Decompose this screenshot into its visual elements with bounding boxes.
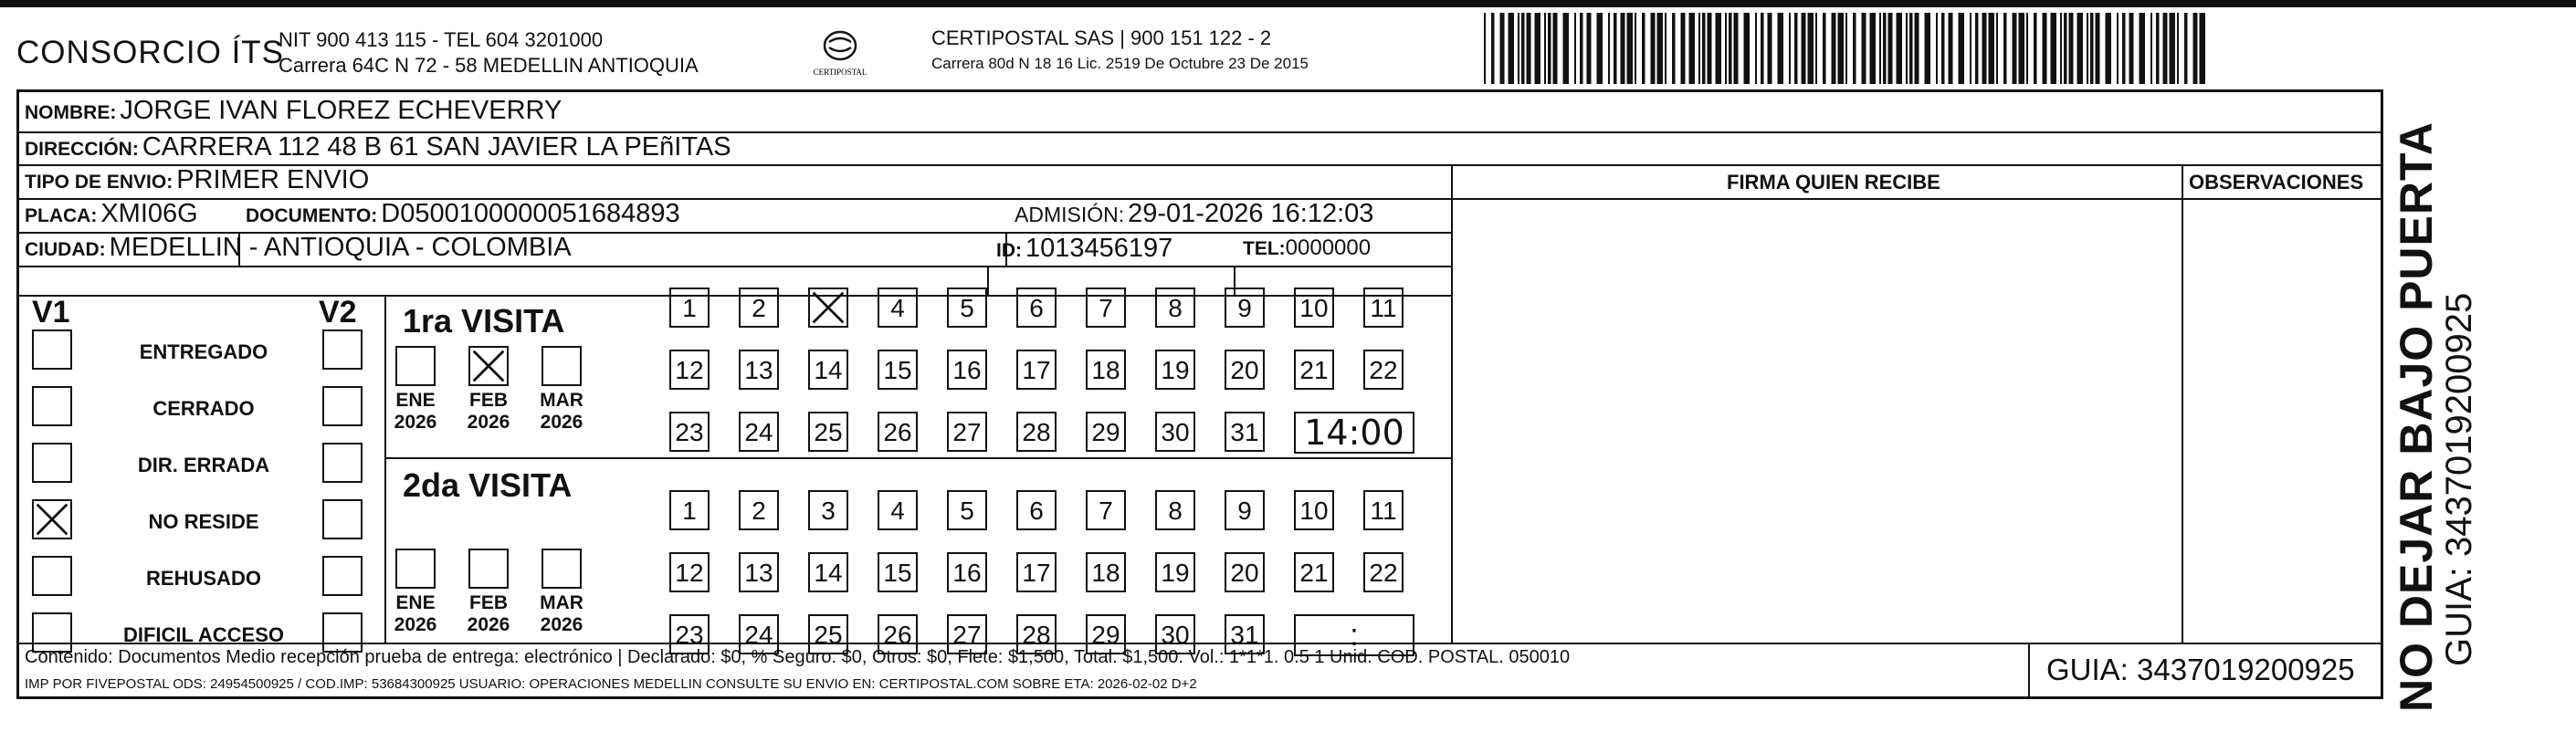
nit-line: NIT 900 413 115 - TEL 604 3201000 [279,28,604,51]
barcode-bar [2106,13,2112,84]
barcode-bar [1838,13,1845,84]
day-box[interactable]: 5 [947,288,987,328]
barcode-bar [1744,13,1751,84]
day-box[interactable]: 7 [1086,490,1126,530]
tipo-envio-value: PRIMER ENVIO [176,165,370,194]
day-box[interactable]: 8 [1155,490,1195,530]
barcode-bar [1734,13,1739,84]
direccion-label: DIRECCIÓN: [25,139,139,160]
barcode-bar [2122,13,2126,84]
barcode-bar [1527,13,1531,84]
barcode-bar [1996,13,1998,84]
id-value: 1013456197 [1025,234,1173,263]
month-checkbox[interactable] [395,346,436,386]
time-field[interactable]: : [1294,614,1414,656]
barcode-bar [1789,13,1791,84]
barcode-bar [1768,13,1772,84]
day-box[interactable]: 3 [808,490,848,530]
placa-label: PLACA: [25,205,98,226]
day-box[interactable]: 29 [1086,412,1126,452]
day-box[interactable]: 9 [1225,288,1265,328]
barcode-bar [1580,13,1583,84]
firma-header: FIRMA QUIEN RECIBE [1727,171,1940,193]
barcode-bar [1574,13,1576,84]
day-box[interactable]: 11 [1363,490,1404,530]
day-box[interactable]: 30 [1155,412,1195,452]
id-field [996,234,1172,264]
barcode-bar [1870,13,1877,84]
nombre-value: JORGE IVAN FLOREZ ECHEVERRY [120,96,563,125]
documento-label: DOCUMENTO: [246,205,378,226]
day-box[interactable]: 4 [878,288,918,328]
barcode-bar [2200,13,2206,84]
barcode-bar [2150,13,2152,84]
barcode-bar [2019,13,2025,84]
barcode-bar [1941,13,1945,84]
day-box[interactable]: 23 [669,412,710,452]
day-box[interactable]: 6 [1016,288,1057,328]
barcode-bar [2184,13,2188,84]
barcode-bar [1802,13,1806,84]
barcode-bar [2069,13,2074,84]
day-box[interactable]: 4 [878,490,918,530]
status-label: NO RESIDE [148,510,259,533]
day-box[interactable]: 23 [669,614,710,654]
barcode-bar [2096,13,2100,84]
day-box[interactable]: 21 [1294,350,1334,390]
barcode-bar [1587,13,1592,84]
nombre-row [25,96,562,126]
direccion-row [25,132,731,162]
barcode-bar [1544,13,1546,84]
barcode-bar [1597,13,1603,84]
barcode-bar [2013,13,2017,84]
barcode-bar [1975,13,1979,84]
month-year: 2026 [467,412,510,433]
barcode-bar [1657,13,1664,84]
month-year: 2026 [394,412,437,433]
admision-field [1015,199,1373,229]
barcode-bar [2043,13,2047,84]
barcode-bar [1982,13,1987,84]
day-box[interactable]: 20 [1225,552,1265,592]
month-label [532,390,591,434]
guia-footer: GUIA: 3437019200925 [2046,653,2355,686]
company-address: Carrera 64C N 72 - 58 MEDELLIN ANTIOQUIA [279,54,699,77]
month-label [532,592,591,636]
tel-label: TEL: [1243,238,1286,259]
id-label: ID: [996,240,1022,261]
no-dejar-warning: NO DEJAR BAJO PUERTA [2391,121,2442,712]
barcode-bar [2034,13,2037,84]
tipo-envio-label: TIPO DE ENVIO: [25,172,173,193]
day-box[interactable]: 14 [808,350,848,390]
placa-field [25,199,198,229]
day-box[interactable]: 6 [1016,490,1057,530]
v2-header: V2 [319,295,357,329]
barcode-bar [1716,13,1722,84]
month-name: ENE [395,592,436,613]
status-label: CERRADO [152,397,255,420]
certipostal-address: Carrera 80d N 18 16 Lic. 2519 De Octubre 23 De 2015 [931,55,1309,72]
v1-checkbox[interactable] [32,386,72,426]
barcode-bar [1879,13,1881,84]
day-box[interactable] [808,288,848,328]
day-box[interactable]: 12 [669,552,710,592]
company-info [279,27,699,78]
day-box[interactable]: 16 [947,350,987,390]
day-box[interactable]: 21 [1294,552,1334,592]
placa-value: XMI06G [100,199,198,228]
day-box[interactable]: 28 [1016,412,1057,452]
day-box[interactable]: 19 [1155,552,1195,592]
month-checkbox[interactable] [541,346,582,386]
barcode-bar [1906,13,1908,84]
day-box[interactable]: 12 [669,350,710,390]
day-box[interactable]: 30 [1155,614,1195,654]
barcode-bar [1808,13,1814,84]
day-box[interactable]: 27 [947,412,987,452]
month-year: 2026 [467,614,510,635]
barcode-bar [1608,13,1610,84]
month-name: FEB [469,390,508,411]
v2-checkbox[interactable] [322,443,363,483]
barcode [1484,13,2205,84]
barcode-bar [1698,13,1700,84]
barcode-bar [1553,13,1558,84]
month-label [459,592,518,636]
day-box[interactable]: 25 [808,614,848,654]
barcode-bar [2170,13,2176,84]
barcode-bar [1563,13,1570,84]
direccion-value: CARRERA 112 48 B 61 SAN JAVIER LA PEñITAS [142,132,731,162]
v1-checkbox[interactable] [32,329,72,370]
day-box[interactable]: 25 [808,412,848,452]
v2-checkbox[interactable] [322,499,363,539]
day-box[interactable]: 2 [739,288,779,328]
barcode-bar [2156,13,2160,84]
barcode-bar [2026,13,2028,84]
day-box[interactable]: 27 [947,614,987,654]
day-box[interactable]: 7 [1086,288,1126,328]
logo-text: CERTIPOSTAL [813,68,867,77]
company-name: CONSORCIO ÍTS [16,35,285,70]
barcode-bar [1925,13,1931,84]
day-box[interactable]: 5 [947,490,987,530]
day-box[interactable]: 31 [1225,412,1265,452]
barcode-bar [1862,13,1866,84]
v1-checkbox[interactable] [32,499,72,539]
barcode-bar [1883,13,1887,84]
barcode-bar [1853,13,1856,84]
barcode-bar [1689,13,1696,84]
v1-checkbox[interactable] [32,443,72,483]
side-label [2392,121,2478,712]
barcode-bar [1845,13,1847,84]
barcode-bar [2051,13,2057,84]
observaciones-header: OBSERVACIONES [2189,171,2364,193]
barcode-bar [2064,13,2067,84]
certipostal-line: CERTIPOSTAL SAS | 900 151 122 - 2 [931,26,1272,49]
day-box[interactable]: 14 [808,552,848,592]
barcode-bar [1627,13,1634,84]
barcode-bar [1778,13,1784,84]
barcode-bar [1888,13,1893,84]
time-field[interactable]: 14:00 [1294,412,1414,454]
side-guia: GUIA: 3437019200925 [2439,292,2479,666]
tel-field [1243,235,1371,261]
documento-value: D0500100000051684893 [381,199,680,228]
day-box[interactable]: 16 [947,552,987,592]
barcode-bar [1665,13,1667,84]
barcode-bar [1909,13,1913,84]
day-box[interactable]: 19 [1155,350,1195,390]
top-border [0,0,2576,7]
barcode-bar [2117,13,2119,84]
barcode-bar [2177,13,2179,84]
day-box[interactable]: 28 [1016,614,1057,654]
contenido-text: Contenido: Documentos Medio recepción prueba de entrega: electrónico | Declarado: $0, % Seguro: $0, Otros: $0, Flete: $1,500, Total: $1,500. Vol.: 1*1*1. 0.5 1 Unid. COD. POSTAL. 050010 [25,647,1571,667]
delivery-form [16,89,2383,699]
day-box[interactable]: 18 [1086,350,1126,390]
barcode-bar [1832,13,1836,84]
visit1-title: 1ra VISITA [403,302,565,340]
v1-header: V1 [32,295,70,329]
day-box[interactable]: 2 [739,490,779,530]
day-box[interactable]: 15 [878,552,918,592]
barcode-bar [2163,13,2168,84]
month-name: MAR [540,592,584,613]
month-year: 2026 [540,614,584,635]
status-label: DIFICIL ACCESO [122,623,284,646]
ciudad-field [25,233,572,263]
month-checkbox[interactable] [468,549,509,589]
admision-value: 29-01-2026 16:12:03 [1128,199,1374,228]
barcode-bar [1970,13,1971,84]
day-box[interactable]: 18 [1086,552,1126,592]
barcode-bar [1642,13,1645,84]
barcode-bar [1672,13,1676,84]
day-box[interactable]: 8 [1155,288,1195,328]
barcode-bar [1635,13,1636,84]
month-label [386,592,445,636]
certipostal-logo [804,26,877,80]
day-box[interactable]: 26 [878,614,918,654]
day-box[interactable]: 22 [1363,350,1404,390]
v2-checkbox[interactable] [322,556,363,596]
day-box[interactable]: 17 [1016,552,1057,592]
nombre-label: NOMBRE: [25,102,117,123]
month-label [459,390,518,434]
month-name: FEB [469,592,508,613]
day-box[interactable]: 13 [739,350,779,390]
admision-label: ADMISIÓN: [1015,203,1125,226]
barcode-bar [1936,13,1938,84]
month-name: ENE [395,390,436,411]
barcode-bar [1484,13,1486,84]
month-year: 2026 [394,614,437,635]
barcode-bar [1729,13,1732,84]
day-box[interactable]: 10 [1294,288,1334,328]
day-box[interactable]: 29 [1086,614,1126,654]
month-year: 2026 [540,412,584,433]
barcode-bar [2090,13,2094,84]
day-box[interactable]: 13 [739,552,779,592]
day-box[interactable]: 31 [1225,614,1265,654]
barcode-bar [1509,13,1515,84]
imp-text: IMP POR FIVEPOSTAL ODS: 24954500925 / COD.IMP: 53684300925 USUARIO: OPERACIONES MEDELLIN CONSULTE SU ENVIO EN: CERTIPOSTAL.COM SOBRE ETA: 2026-02-02 D+2 [25,676,1197,692]
v1-checkbox[interactable] [32,556,72,596]
v2-checkbox[interactable] [322,329,363,370]
day-box[interactable]: 15 [878,350,918,390]
day-box[interactable]: 26 [878,412,918,452]
barcode-bar [1702,13,1706,84]
barcode-bar [1500,13,1505,84]
barcode-bar [1518,13,1519,84]
day-box[interactable]: 1 [669,288,710,328]
month-checkbox[interactable] [541,549,582,589]
day-box[interactable]: 17 [1016,350,1057,390]
month-checkbox[interactable] [395,549,436,589]
barcode-bar [1915,13,1919,84]
barcode-bar [2087,13,2088,84]
barcode-bar [1761,13,1764,84]
barcode-bar [1815,13,1817,84]
barcode-bar [1681,13,1686,84]
v2-checkbox[interactable] [322,386,363,426]
barcode-bar [2193,13,2198,84]
day-box[interactable]: 20 [1225,350,1265,390]
visit2-title: 2da VISITA [403,466,573,504]
barcode-bar [1521,13,1525,84]
barcode-bar [1651,13,1656,84]
barcode-bar [1823,13,1826,84]
tel-value: 0000000 [1285,235,1372,260]
barcode-bar [1725,13,1727,84]
status-label: REHUSADO [146,567,261,590]
month-checkbox[interactable] [468,346,509,386]
day-box[interactable]: 10 [1294,490,1334,530]
barcode-bar [1708,13,1712,84]
day-box[interactable]: 1 [669,490,710,530]
barcode-bar [1621,13,1625,84]
ciudad-value: MEDELLIN - ANTIOQUIA - COLOMBIA [109,233,572,262]
day-box[interactable]: 9 [1225,490,1265,530]
barcode-bar [1897,13,1903,84]
barcode-bar [1548,13,1551,84]
barcode-bar [2003,13,2007,84]
day-box[interactable]: 24 [739,614,779,654]
ciudad-label: CIUDAD: [25,239,106,260]
month-label [386,390,445,434]
month-name: MAR [540,390,584,411]
barcode-bar [1755,13,1757,84]
barcode-bar [1989,13,1995,84]
barcode-bar [1535,13,1541,84]
certipostal-info [931,26,1309,77]
barcode-bar [2060,13,2062,84]
day-box[interactable]: 24 [739,412,779,452]
barcode-bar [1491,13,1495,84]
barcode-bar [2140,13,2146,84]
tipo-envio-row [25,165,369,195]
day-box[interactable]: 22 [1363,552,1404,592]
status-label: DIR. ERRADA [137,454,270,476]
documento-field [246,199,680,229]
barcode-bar [1949,13,1953,84]
barcode-bar [1794,13,1798,84]
barcode-bar [1614,13,1617,84]
day-box[interactable]: 11 [1363,288,1404,328]
barcode-bar [2129,13,2134,84]
barcode-bar [1959,13,1965,84]
barcode-bar [2077,13,2084,84]
status-label: ENTREGADO [139,340,268,363]
